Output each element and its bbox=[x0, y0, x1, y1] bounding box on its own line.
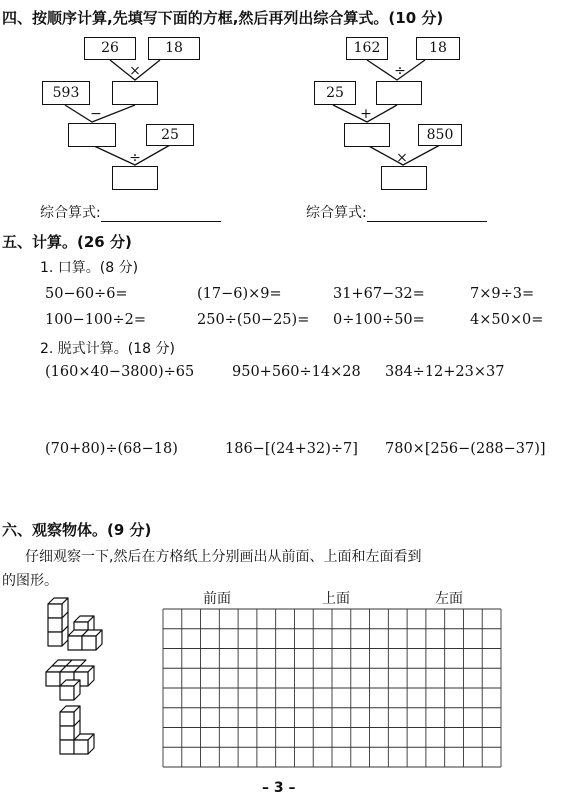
left-op-multiply: × bbox=[129, 63, 141, 79]
cube-figure-1 bbox=[48, 598, 102, 650]
stepwise-calc-5: 186−[(24+32)÷7] bbox=[225, 441, 358, 457]
right-formula-label: 综合算式: bbox=[306, 205, 367, 221]
section6-title: 六、观察物体。(9 分) bbox=[2, 521, 152, 539]
right-formula-row bbox=[306, 202, 487, 222]
right-op-divide: ÷ bbox=[394, 63, 406, 79]
grid-label-top: 上面 bbox=[322, 591, 350, 607]
cube-figures bbox=[38, 594, 118, 774]
oral-calc-2-1: 100−100÷2= bbox=[45, 312, 147, 328]
oral-calc-2-3: 0÷100÷50= bbox=[333, 312, 425, 328]
part2-title: 2. 脱式计算。(18 分) bbox=[40, 341, 175, 357]
grid-paper[interactable] bbox=[162, 608, 502, 768]
section6-instruction-line2: 的图形。 bbox=[2, 573, 58, 589]
right-op-multiply: × bbox=[396, 150, 408, 166]
stepwise-calc-2: 950+560÷14×28 bbox=[232, 364, 361, 380]
cube-figure-3 bbox=[60, 706, 94, 754]
right-formula-answer-line[interactable] bbox=[367, 207, 487, 222]
left-formula-label: 综合算式: bbox=[40, 205, 101, 221]
right-blank-box-1[interactable] bbox=[376, 81, 422, 105]
right-box-850: 850 bbox=[418, 124, 462, 146]
grid-label-left: 左面 bbox=[435, 591, 463, 607]
cube-figure-2 bbox=[46, 660, 94, 700]
left-blank-box-3[interactable] bbox=[112, 166, 158, 190]
right-box-25: 25 bbox=[314, 81, 356, 105]
left-formula-answer-line[interactable] bbox=[101, 207, 221, 222]
page-number: – 3 – bbox=[262, 780, 296, 796]
left-op-minus: − bbox=[90, 106, 102, 122]
right-box-162: 162 bbox=[346, 37, 388, 60]
oral-calc-2-2: 250÷(50−25)= bbox=[197, 312, 310, 328]
right-op-plus: + bbox=[360, 106, 372, 122]
section5-title: 五、计算。(26 分) bbox=[2, 233, 132, 251]
right-box-18: 18 bbox=[416, 37, 460, 60]
oral-calc-1-2: (17−6)×9= bbox=[197, 286, 282, 302]
right-blank-box-2[interactable] bbox=[344, 123, 390, 147]
stepwise-calc-4: (70+80)÷(68−18) bbox=[45, 441, 178, 457]
part1-title: 1. 口算。(8 分) bbox=[40, 260, 139, 276]
stepwise-calc-1: (160×40−3800)÷65 bbox=[45, 364, 195, 380]
oral-calc-1-3: 31+67−32= bbox=[333, 286, 425, 302]
oral-calc-1-4: 7×9÷3= bbox=[470, 286, 535, 302]
left-blank-box-2[interactable] bbox=[68, 123, 116, 147]
left-box-593: 593 bbox=[42, 81, 90, 105]
section4-title: 四、按顺序计算,先填写下面的方框,然后再列出综合算式。(10 分) bbox=[2, 9, 444, 27]
grid-label-front: 前面 bbox=[203, 591, 231, 607]
left-box-25: 25 bbox=[146, 124, 194, 146]
stepwise-calc-3: 384÷12+23×37 bbox=[385, 364, 505, 380]
left-box-18: 18 bbox=[148, 37, 200, 60]
stepwise-calc-6: 780×[256−(288−37)] bbox=[385, 441, 546, 457]
left-box-26: 26 bbox=[84, 37, 136, 60]
left-blank-box-1[interactable] bbox=[112, 81, 158, 105]
oral-calc-1-1: 50−60÷6= bbox=[45, 286, 128, 302]
section6-instruction-line1: 仔细观察一下,然后在方格纸上分别画出从前面、上面和左面看到 bbox=[25, 549, 422, 565]
left-formula-row bbox=[40, 202, 221, 222]
oral-calc-2-4: 4×50×0= bbox=[470, 312, 544, 328]
left-op-divide: ÷ bbox=[129, 150, 141, 166]
right-blank-box-3[interactable] bbox=[381, 166, 427, 190]
